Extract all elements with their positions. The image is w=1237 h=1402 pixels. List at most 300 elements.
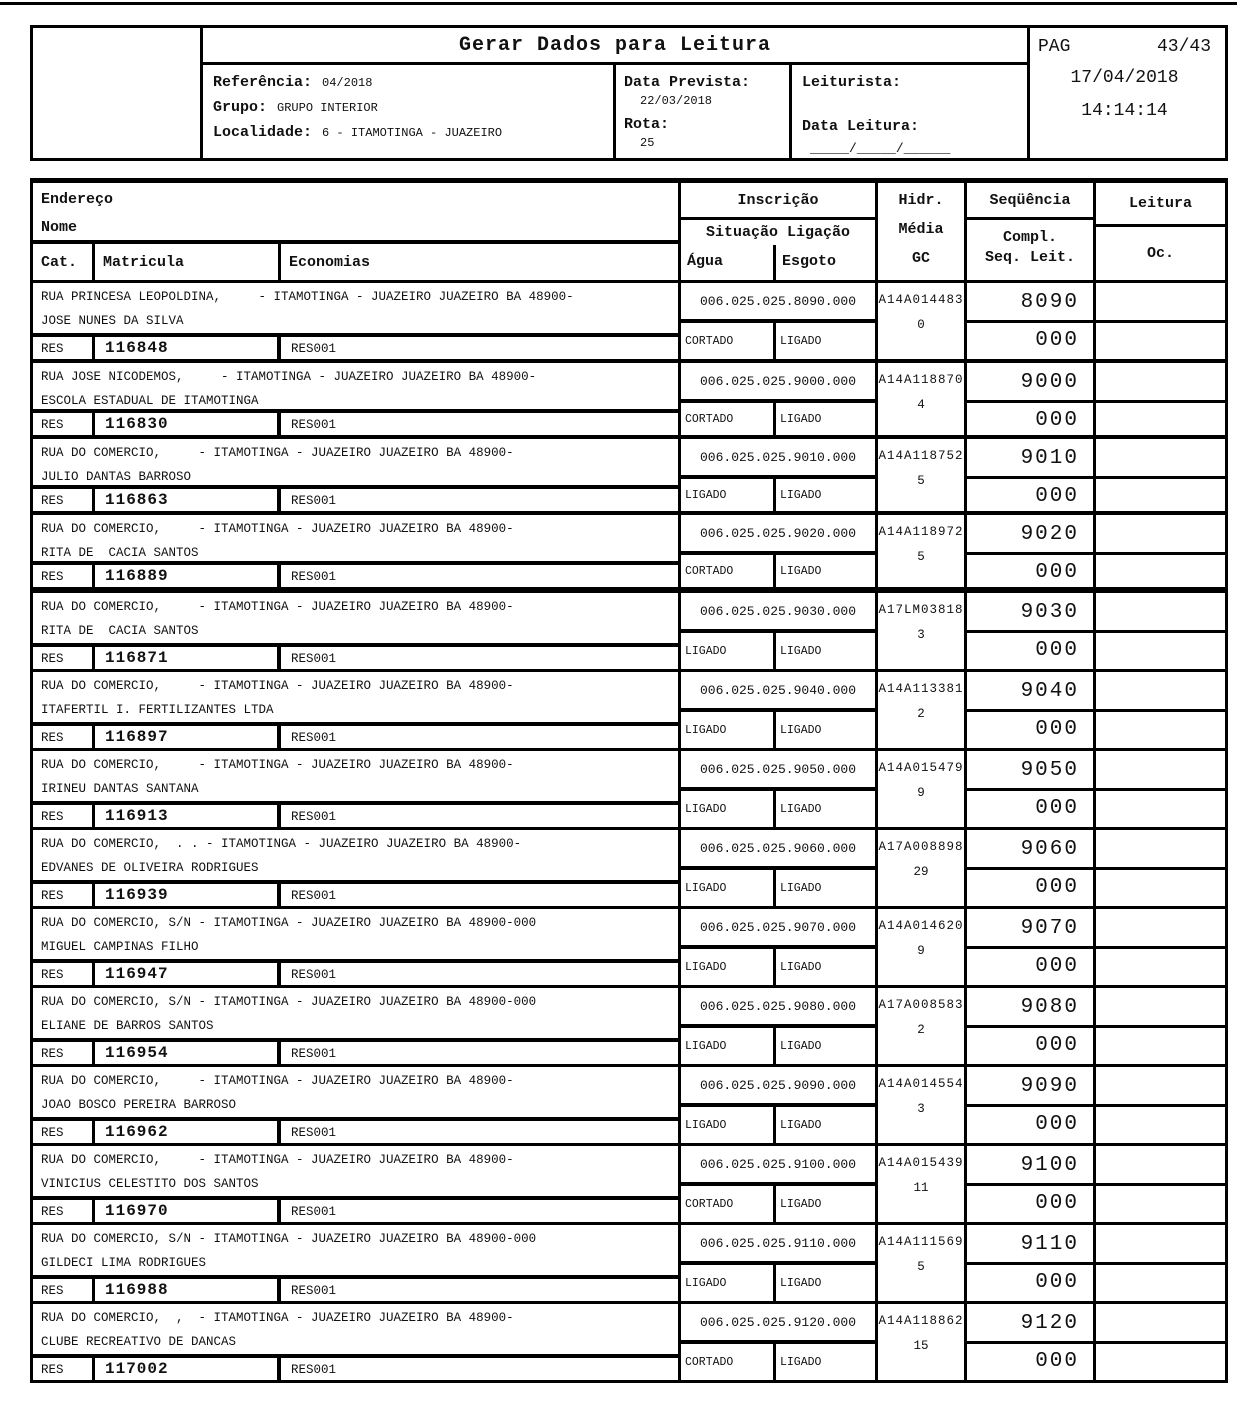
record-leitura-cell (1096, 283, 1225, 359)
sequencia-value: 9090 (967, 1067, 1093, 1107)
record-left-cell (33, 1067, 681, 1143)
records-group-a (33, 283, 1225, 587)
customer-name: VINICIUS CELESTITO DOS SANTOS (41, 1177, 259, 1191)
record-row (30, 1301, 1228, 1383)
agua-status: LIGADO (681, 1028, 776, 1064)
header-middle (203, 28, 1027, 158)
hydrometer-id: A14A014483 (878, 293, 964, 307)
col-inscricao: Inscrição (681, 183, 875, 220)
esgoto-status: LIGADO (780, 960, 822, 974)
data-prevista-cell (616, 65, 792, 158)
oc-empty-cell (1096, 403, 1225, 435)
compl-value: 000 (1035, 329, 1079, 352)
agua-esgoto-row (681, 1028, 875, 1064)
record-inscricao-cell (681, 909, 878, 985)
oc-empty-cell (1096, 1186, 1225, 1222)
category-cell: RES (33, 413, 95, 435)
record-left-cell (33, 439, 681, 511)
esgoto-status: LIGADO (780, 723, 822, 737)
header-inscricao-column (681, 183, 878, 280)
economias-cell: RES001 (291, 494, 337, 508)
compl-value: 000 (1035, 1034, 1079, 1057)
record-left-cell (33, 830, 681, 906)
agua-status: LIGADO (681, 1107, 776, 1143)
address-text: RUA DO COMERCIO, - ITAMOTINGA - JUAZEIRO JUAZEIRO BA 48900- (41, 522, 514, 536)
col-matricula: Matricula (95, 244, 281, 280)
hydrometer-id: A14A113381 (878, 682, 964, 696)
record-left-cell (33, 751, 681, 827)
matricula-cell: 117002 (95, 1358, 281, 1380)
record-hidr-cell (878, 988, 967, 1064)
agua-esgoto-row (681, 1344, 875, 1380)
hydrometer-id: A14A118752 (878, 449, 964, 463)
record-sequencia-cell (967, 909, 1096, 985)
record-leitura-cell (1096, 751, 1225, 827)
category-cell: RES (33, 1358, 95, 1380)
agua-status: CORTADO (681, 555, 776, 587)
esgoto-status: LIGADO (780, 1355, 822, 1369)
category-cell: RES (33, 337, 95, 359)
compl-value: 000 (1035, 797, 1079, 820)
record-left-cell (33, 593, 681, 669)
hydrometer-id: A14A014554 (878, 1077, 964, 1091)
agua-status: LIGADO (681, 479, 776, 511)
record-hidr-cell (878, 283, 967, 359)
customer-name: GILDECI LIMA RODRIGUES (41, 1256, 207, 1270)
media-value: 5 (917, 474, 925, 488)
oc-empty-cell (1096, 712, 1225, 748)
compl-value: 000 (1035, 1192, 1079, 1215)
matricula-cell: 116913 (95, 805, 281, 827)
col-esgoto: Esgoto (782, 253, 837, 270)
economias-cell: RES001 (291, 342, 337, 356)
inscricao-value: 006.025.025.9080.000 (681, 988, 875, 1028)
record-sequencia-cell (967, 1225, 1096, 1301)
agua-esgoto-row (681, 949, 875, 985)
category-cell: RES (33, 1279, 95, 1301)
leitura-empty-cell (1096, 1304, 1225, 1344)
grupo-value: GRUPO INTERIOR (277, 101, 378, 115)
oc-empty-cell (1096, 1265, 1225, 1301)
col-media: Média (898, 221, 944, 238)
record-inscricao-cell (681, 672, 878, 748)
oc-empty-cell (1096, 870, 1225, 906)
economias-cell: RES001 (291, 968, 337, 982)
record-sequencia-cell (967, 439, 1096, 511)
pag-value: 43/43 (1156, 37, 1211, 57)
pag-label: PAG (1038, 37, 1071, 57)
record-hidr-cell (878, 1304, 967, 1380)
record-leitura-cell (1096, 439, 1225, 511)
record-row (30, 669, 1228, 751)
leitura-empty-cell (1096, 1067, 1225, 1107)
oc-empty-cell (1096, 633, 1225, 669)
record-left-subrow (33, 801, 678, 827)
record-left-subrow (33, 485, 678, 511)
matricula-cell: 116848 (95, 337, 281, 359)
matricula-cell: 116962 (95, 1121, 281, 1143)
media-value: 11 (913, 1181, 929, 1195)
economias-cell: RES001 (291, 1205, 337, 1219)
address-text: RUA PRINCESA LEOPOLDINA, - ITAMOTINGA - JUAZEIRO JUAZEIRO BA 48900- (41, 290, 574, 304)
address-text: RUA JOSE NICODEMOS, - ITAMOTINGA - JUAZEIRO JUAZEIRO BA 48900- (41, 370, 537, 384)
leitura-empty-cell (1096, 909, 1225, 949)
compl-value: 000 (1035, 718, 1079, 741)
esgoto-status: LIGADO (780, 564, 822, 578)
esgoto-status: LIGADO (780, 488, 822, 502)
media-value: 3 (917, 1102, 925, 1116)
col-leitura: Leitura (1096, 183, 1225, 227)
record-left-subrow (33, 333, 678, 359)
leitura-empty-cell (1096, 1225, 1225, 1265)
agua-status: LIGADO (681, 870, 776, 906)
sequencia-value: 9080 (967, 988, 1093, 1028)
esgoto-status: LIGADO (780, 1118, 822, 1132)
record-row (30, 827, 1228, 909)
header-hidr-column (878, 183, 967, 280)
sequencia-value: 9070 (967, 909, 1093, 949)
inscricao-value: 006.025.025.9010.000 (681, 439, 875, 479)
leitura-empty-cell (1096, 1146, 1225, 1186)
record-left-subrow (33, 959, 678, 985)
leitura-empty-cell (1096, 751, 1225, 791)
record-inscricao-cell (681, 283, 878, 359)
matricula-cell: 116863 (95, 489, 281, 511)
customer-name: JOAO BOSCO PEREIRA BARROSO (41, 1098, 237, 1112)
esgoto-status: LIGADO (780, 881, 822, 895)
agua-esgoto-row (681, 1186, 875, 1222)
agua-esgoto-row (681, 479, 875, 511)
customer-name: ESCOLA ESTADUAL DE ITAMOTINGA (41, 394, 259, 408)
record-inscricao-cell (681, 593, 878, 669)
record-left-subrow (33, 561, 678, 587)
sequencia-value: 9030 (967, 593, 1093, 633)
esgoto-status: LIGADO (780, 412, 822, 426)
economias-cell: RES001 (291, 731, 337, 745)
record-left-subrow (33, 1275, 678, 1301)
record-row (33, 283, 1225, 359)
compl-value: 000 (1035, 1113, 1079, 1136)
col-gc: GC (911, 250, 930, 267)
record-inscricao-cell (681, 1225, 878, 1301)
record-left-cell (33, 1146, 681, 1222)
col-economias: Economias (289, 254, 371, 271)
leitura-empty-cell (1096, 363, 1225, 403)
oc-empty-cell (1096, 555, 1225, 587)
record-hidr-cell (878, 672, 967, 748)
media-value: 0 (917, 318, 925, 332)
print-time: 14:14:14 (1081, 101, 1168, 121)
category-cell: RES (33, 726, 95, 748)
media-value: 5 (917, 550, 925, 564)
agua-status: CORTADO (681, 323, 776, 359)
matricula-cell: 116830 (95, 413, 281, 435)
record-sequencia-cell (967, 1146, 1096, 1222)
leitura-empty-cell (1096, 283, 1225, 323)
economias-cell: RES001 (291, 570, 337, 584)
sequencia-value: 9010 (967, 439, 1093, 479)
sequencia-value: 9050 (967, 751, 1093, 791)
agua-esgoto-row (681, 555, 875, 587)
compl-value: 000 (1035, 955, 1079, 978)
record-left-cell (33, 1225, 681, 1301)
agua-esgoto-row (681, 870, 875, 906)
inscricao-value: 006.025.025.9120.000 (681, 1304, 875, 1344)
media-value: 15 (913, 1339, 929, 1353)
matricula-cell: 116871 (95, 647, 281, 669)
category-cell: RES (33, 1200, 95, 1222)
record-sequencia-cell (967, 515, 1096, 587)
records-group-b (30, 590, 1228, 1383)
record-row (33, 359, 1225, 435)
header-info-row (203, 65, 1027, 158)
agua-esgoto-row (681, 1107, 875, 1143)
header-sequencia-column (967, 183, 1096, 280)
hydrometer-id: A14A014620 (878, 919, 964, 933)
record-left-cell (33, 909, 681, 985)
record-hidr-cell (878, 1146, 967, 1222)
sequencia-value: 9120 (967, 1304, 1093, 1344)
leitura-empty-cell (1096, 515, 1225, 555)
record-row (33, 435, 1225, 511)
record-leitura-cell (1096, 363, 1225, 435)
sequencia-value: 9040 (967, 672, 1093, 712)
customer-name: MIGUEL CAMPINAS FILHO (41, 940, 199, 954)
sequencia-value: 9020 (967, 515, 1093, 555)
record-hidr-cell (878, 909, 967, 985)
media-value: 9 (917, 944, 925, 958)
customer-name: ITAFERTIL I. FERTILIZANTES LTDA (41, 703, 274, 717)
media-value: 3 (917, 628, 925, 642)
economias-cell: RES001 (291, 418, 337, 432)
category-cell: RES (33, 1121, 95, 1143)
esgoto-status: LIGADO (780, 644, 822, 658)
leitura-empty-cell (1096, 672, 1225, 712)
record-sequencia-cell (967, 988, 1096, 1064)
col-oc: Oc. (1146, 245, 1174, 262)
records-tables (30, 178, 1228, 1383)
record-leitura-cell (1096, 593, 1225, 669)
address-text: RUA DO COMERCIO, S/N - ITAMOTINGA - JUAZEIRO JUAZEIRO BA 48900-000 (41, 916, 537, 930)
record-inscricao-cell (681, 1304, 878, 1380)
table-header (33, 183, 1225, 283)
inscricao-value: 006.025.025.9000.000 (681, 363, 875, 403)
address-text: RUA DO COMERCIO, - ITAMOTINGA - JUAZEIRO JUAZEIRO BA 48900- (41, 600, 514, 614)
leitura-empty-cell (1096, 830, 1225, 870)
economias-cell: RES001 (291, 1126, 337, 1140)
record-left-subrow (33, 1117, 678, 1143)
oc-empty-cell (1096, 479, 1225, 511)
inscricao-value: 006.025.025.9090.000 (681, 1067, 875, 1107)
agua-status: LIGADO (681, 633, 776, 669)
record-sequencia-cell (967, 751, 1096, 827)
records-table-first-block (30, 178, 1228, 590)
inscricao-value: 006.025.025.9100.000 (681, 1146, 875, 1186)
record-hidr-cell (878, 830, 967, 906)
hydrometer-id: A14A118862 (878, 1314, 964, 1328)
economias-cell: RES001 (291, 889, 337, 903)
address-text: RUA DO COMERCIO, - ITAMOTINGA - JUAZEIRO JUAZEIRO BA 48900- (41, 446, 514, 460)
data-prevista-label: Data Prevista: (624, 74, 751, 91)
page-title: Gerar Dados para Leitura (203, 28, 1027, 65)
col-compl: Compl. (1002, 229, 1057, 246)
record-left-subrow (33, 1354, 678, 1380)
economias-cell: RES001 (291, 810, 337, 824)
logo-placeholder (33, 28, 203, 158)
record-leitura-cell (1096, 1225, 1225, 1301)
record-leitura-cell (1096, 909, 1225, 985)
record-inscricao-cell (681, 1146, 878, 1222)
sequencia-value: 8090 (967, 283, 1093, 323)
agua-status: LIGADO (681, 712, 776, 748)
record-leitura-cell (1096, 830, 1225, 906)
record-left-cell (33, 672, 681, 748)
record-row (30, 1064, 1228, 1146)
record-inscricao-cell (681, 363, 878, 435)
record-hidr-cell (878, 593, 967, 669)
record-hidr-cell (878, 751, 967, 827)
record-left-cell (33, 1304, 681, 1380)
record-sequencia-cell (967, 1304, 1096, 1380)
customer-name: EDVANES DE OLIVEIRA RODRIGUES (41, 861, 259, 875)
record-leitura-cell (1096, 672, 1225, 748)
record-left-cell (33, 515, 681, 587)
record-row (30, 748, 1228, 830)
matricula-cell: 116947 (95, 963, 281, 985)
header-agua-esgoto-row (681, 245, 875, 280)
record-hidr-cell (878, 1067, 967, 1143)
col-endereco: Endereço (41, 191, 114, 208)
sequencia-value: 9060 (967, 830, 1093, 870)
inscricao-value: 006.025.025.9110.000 (681, 1225, 875, 1265)
category-cell: RES (33, 647, 95, 669)
record-hidr-cell (878, 363, 967, 435)
header-endereco-column (33, 183, 681, 280)
referencia-label: Referência: (213, 74, 313, 91)
localidade-label: Localidade: (213, 124, 313, 141)
media-value: 5 (917, 1260, 925, 1274)
media-value: 9 (917, 786, 925, 800)
record-row (30, 985, 1228, 1067)
record-row (30, 1222, 1228, 1304)
customer-name: IRINEU DANTAS SANTANA (41, 782, 199, 796)
record-inscricao-cell (681, 1067, 878, 1143)
record-row (30, 1143, 1228, 1225)
agua-status: LIGADO (681, 949, 776, 985)
leitura-empty-cell (1096, 439, 1225, 479)
sequencia-value: 9000 (967, 363, 1093, 403)
matricula-cell: 116897 (95, 726, 281, 748)
agua-esgoto-row (681, 791, 875, 827)
record-sequencia-cell (967, 830, 1096, 906)
record-inscricao-cell (681, 830, 878, 906)
data-prevista-value: 22/03/2018 (640, 94, 713, 108)
record-left-subrow (33, 880, 678, 906)
address-text: RUA DO COMERCIO, , - ITAMOTINGA - JUAZEIRO JUAZEIRO BA 48900- (41, 1311, 514, 1325)
leiturista-cell (792, 65, 1027, 158)
record-hidr-cell (878, 1225, 967, 1301)
address-text: RUA DO COMERCIO, S/N - ITAMOTINGA - JUAZEIRO JUAZEIRO BA 48900-000 (41, 995, 537, 1009)
inscricao-value: 006.025.025.9060.000 (681, 830, 875, 870)
compl-value: 000 (1035, 1271, 1079, 1294)
hydrometer-id: A14A015479 (878, 761, 964, 775)
inscricao-value: 006.025.025.9050.000 (681, 751, 875, 791)
category-cell: RES (33, 565, 95, 587)
compl-value: 000 (1035, 639, 1079, 662)
record-hidr-cell (878, 515, 967, 587)
col-sequencia: Seqüência (967, 183, 1093, 220)
agua-esgoto-row (681, 1265, 875, 1301)
record-inscricao-cell (681, 751, 878, 827)
inscricao-value: 006.025.025.9040.000 (681, 672, 875, 712)
esgoto-status: LIGADO (780, 334, 822, 348)
hydrometer-id: A14A015439 (878, 1156, 964, 1170)
col-nome: Nome (41, 219, 78, 236)
data-leitura-blank: _____/_____/______ (810, 141, 951, 156)
reference-cell (203, 65, 616, 158)
header-leitura-column (1096, 183, 1225, 280)
record-sequencia-cell (967, 283, 1096, 359)
localidade-value: 6 - ITAMOTINGA - JUAZEIRO (322, 126, 503, 140)
record-left-subrow (33, 643, 678, 669)
record-left-cell (33, 283, 681, 359)
record-sequencia-cell (967, 1067, 1096, 1143)
oc-empty-cell (1096, 1344, 1225, 1380)
record-leitura-cell (1096, 1067, 1225, 1143)
economias-cell: RES001 (291, 652, 337, 666)
hydrometer-id: A17LM03818 (878, 603, 964, 617)
inscricao-value: 006.025.025.8090.000 (681, 283, 875, 323)
page-top-rule (0, 2, 1237, 5)
customer-name: RITA DE CACIA SANTOS (41, 624, 199, 638)
agua-esgoto-row (681, 403, 875, 435)
economias-cell: RES001 (291, 1284, 337, 1298)
oc-empty-cell (1096, 323, 1225, 359)
media-value: 2 (917, 1023, 925, 1037)
category-cell: RES (33, 1042, 95, 1064)
address-text: RUA DO COMERCIO, S/N - ITAMOTINGA - JUAZEIRO JUAZEIRO BA 48900-000 (41, 1232, 537, 1246)
oc-empty-cell (1096, 1107, 1225, 1143)
address-text: RUA DO COMERCIO, - ITAMOTINGA - JUAZEIRO JUAZEIRO BA 48900- (41, 1074, 514, 1088)
inscricao-value: 006.025.025.9030.000 (681, 593, 875, 633)
economias-cell: RES001 (291, 1363, 337, 1377)
record-sequencia-cell (967, 593, 1096, 669)
rota-value: 25 (640, 136, 655, 150)
hydrometer-id: A14A118972 (878, 525, 964, 539)
agua-status: CORTADO (681, 1186, 776, 1222)
data-leitura-label: Data Leitura: (802, 118, 920, 135)
oc-empty-cell (1096, 949, 1225, 985)
rota-label: Rota: (624, 116, 670, 133)
record-left-subrow (33, 1196, 678, 1222)
col-seq-leit: Seq. Leit. (984, 249, 1075, 266)
grupo-label: Grupo: (213, 99, 268, 116)
customer-name: JOSE NUNES DA SILVA (41, 314, 184, 328)
address-text: RUA DO COMERCIO, - ITAMOTINGA - JUAZEIRO JUAZEIRO BA 48900- (41, 679, 514, 693)
agua-esgoto-row (681, 323, 875, 359)
matricula-cell: 116889 (95, 565, 281, 587)
record-sequencia-cell (967, 672, 1096, 748)
customer-name: CLUBE RECREATIVO DE DANCAS (41, 1335, 237, 1349)
page-info-cell (1027, 28, 1225, 158)
record-inscricao-cell (681, 515, 878, 587)
compl-value: 000 (1035, 409, 1079, 432)
agua-status: CORTADO (681, 1344, 776, 1380)
col-agua: Água (681, 245, 776, 280)
record-left-subrow (33, 722, 678, 748)
record-leitura-cell (1096, 515, 1225, 587)
col-cat: Cat. (33, 244, 95, 280)
